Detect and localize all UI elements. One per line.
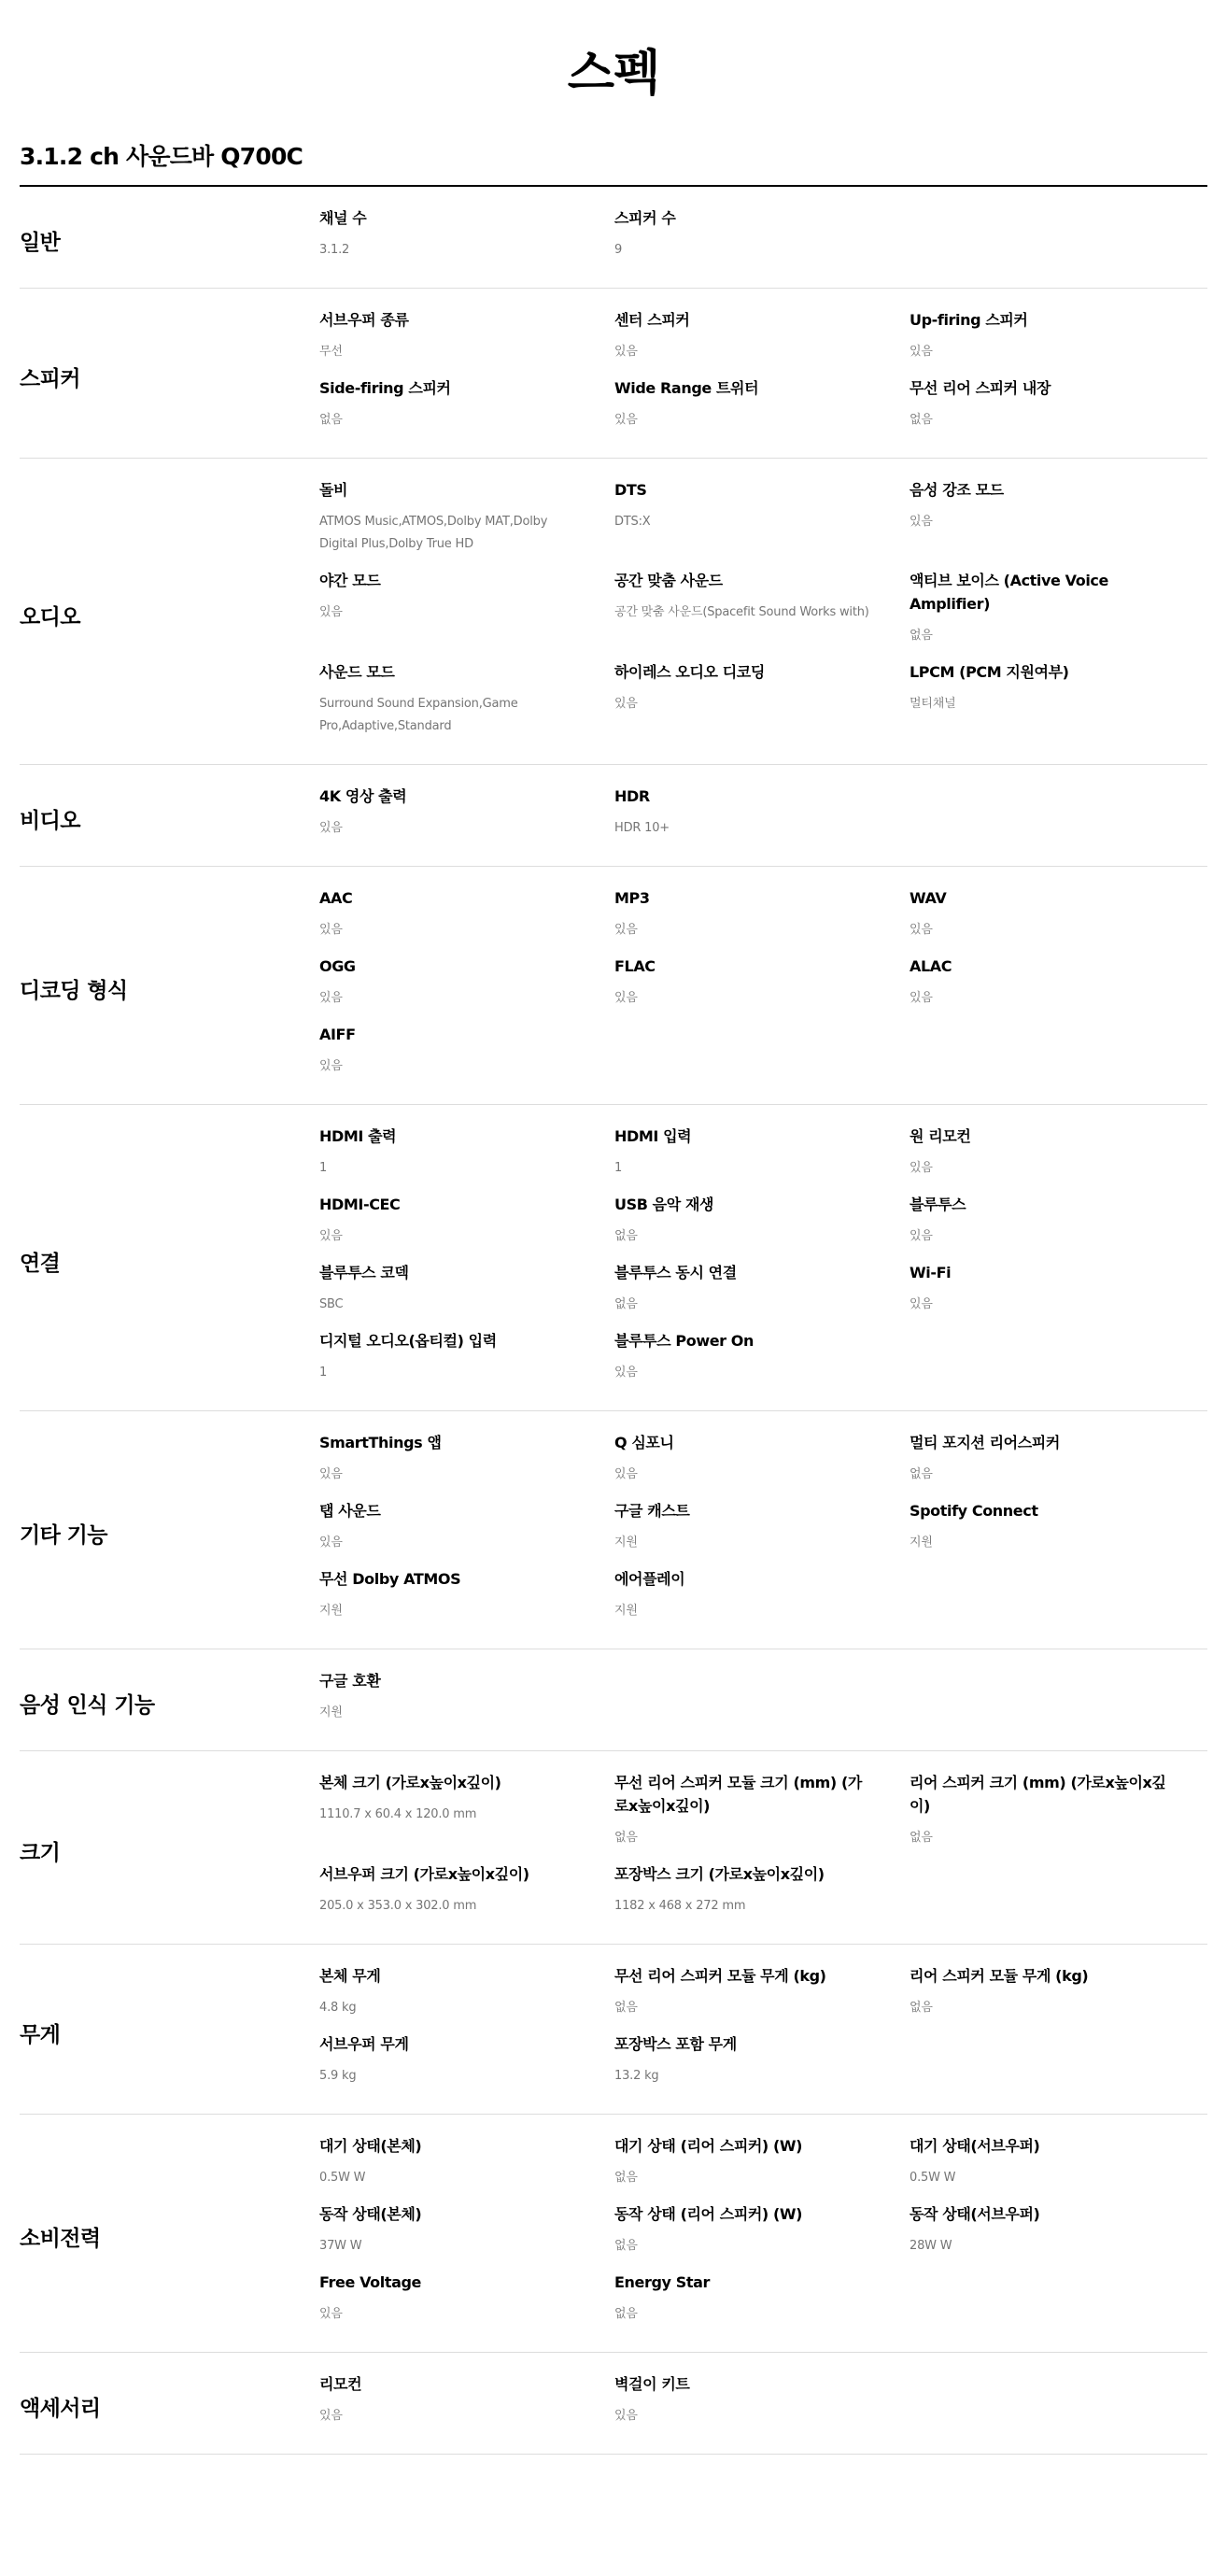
spec-item-value: 3.1.2 bbox=[319, 243, 350, 257]
spec-item bbox=[319, 206, 614, 275]
spec-item-name: DTS bbox=[614, 481, 647, 499]
spec-item bbox=[319, 1431, 614, 1499]
spec-items-grid bbox=[319, 308, 1207, 445]
spec-section bbox=[20, 2353, 1207, 2455]
spec-item bbox=[910, 955, 1205, 1023]
spec-item-value: 무선 bbox=[319, 345, 343, 359]
section-title: 오디오 bbox=[20, 604, 80, 630]
spec-item bbox=[910, 660, 1205, 751]
spec-items-grid bbox=[319, 785, 1207, 853]
spec-item-name: 무선 Dolby ATMOS bbox=[319, 1570, 461, 1588]
spec-item-value: 없음 bbox=[614, 2001, 638, 2015]
spec-item bbox=[614, 1771, 910, 1862]
spec-item-value: 공간 맞춤 사운드(Spacefit Sound Works with) bbox=[614, 605, 869, 619]
spec-section bbox=[20, 1649, 1207, 1751]
spec-item bbox=[614, 1431, 910, 1499]
spec-item bbox=[614, 376, 910, 445]
spec-item-value: 있음 bbox=[614, 345, 638, 359]
spec-item-name: 리모컨 bbox=[319, 2375, 362, 2393]
spec-item-value: 있음 bbox=[319, 923, 343, 937]
spec-section bbox=[20, 2115, 1207, 2353]
spec-item-value: 있음 bbox=[319, 1536, 343, 1550]
spec-item-value: 있음 bbox=[910, 991, 933, 1005]
spec-item-name: 구글 호환 bbox=[319, 1672, 381, 1690]
spec-items-grid bbox=[319, 2134, 1207, 2339]
spec-section bbox=[20, 1945, 1207, 2115]
spec-item bbox=[614, 1862, 910, 1931]
spec-item-value: 1 bbox=[319, 1366, 328, 1380]
section-title: 소비전력 bbox=[20, 2227, 101, 2251]
spec-item bbox=[614, 1329, 910, 1397]
spec-item-value: 멀티채널 bbox=[910, 697, 956, 711]
spec-item bbox=[614, 2202, 910, 2271]
spec-item-value: 37W W bbox=[319, 2239, 362, 2253]
spec-item-value: 28W W bbox=[910, 2239, 952, 2253]
spec-item-name: HDMI 입력 bbox=[614, 1127, 692, 1145]
spec-item-name: 액티브 보이스 (Active Voice Amplifier) bbox=[910, 572, 1108, 613]
spec-item bbox=[614, 308, 910, 376]
spec-item-value: 있음 bbox=[910, 1229, 933, 1243]
spec-item bbox=[910, 1125, 1205, 1193]
spec-item-value: SBC bbox=[319, 1297, 344, 1311]
spec-item-value: 있음 bbox=[910, 923, 933, 937]
spec-item-name: 포장박스 포함 무게 bbox=[614, 2035, 737, 2053]
spec-item bbox=[319, 569, 614, 660]
spec-item-value: Surround Sound Expansion,Game Pro,Adaptive,Standard bbox=[319, 697, 518, 733]
spec-item-value: 있음 bbox=[910, 515, 933, 529]
spec-item-value: 1 bbox=[319, 1161, 328, 1175]
spec-item bbox=[910, 1964, 1205, 2032]
spec-item-value: HDR 10+ bbox=[614, 821, 670, 835]
spec-item-value: 없음 bbox=[614, 1297, 638, 1311]
spec-item-name: HDMI 출력 bbox=[319, 1127, 397, 1145]
spec-item-name: WAV bbox=[910, 889, 947, 907]
spec-item-name: 본체 무게 bbox=[319, 1967, 381, 1985]
spec-item-value: 없음 bbox=[910, 413, 933, 427]
spec-item-name: Spotify Connect bbox=[910, 1502, 1038, 1520]
spec-item bbox=[614, 1261, 910, 1329]
spec-item-name: 대기 상태(서브우퍼) bbox=[910, 2137, 1040, 2155]
spec-item bbox=[910, 1193, 1205, 1261]
spec-item bbox=[910, 886, 1205, 955]
spec-item bbox=[614, 1964, 910, 2032]
spec-item-name: 에어플레이 bbox=[614, 1570, 685, 1588]
spec-item-value: 1 bbox=[614, 1161, 623, 1175]
spec-item-value: 없음 bbox=[614, 2239, 638, 2253]
spec-item bbox=[319, 1771, 614, 1862]
section-title: 비디오 bbox=[20, 809, 80, 833]
spec-item-name: 탭 사운드 bbox=[319, 1502, 381, 1520]
spec-item-name: 동작 상태 (리어 스피커) (W) bbox=[614, 2205, 803, 2223]
spec-item bbox=[614, 1499, 910, 1567]
spec-items-grid bbox=[319, 1964, 1207, 2101]
spec-item-name: 블루투스 bbox=[910, 1196, 966, 1213]
spec-item-name: LPCM (PCM 지원여부) bbox=[910, 663, 1069, 681]
spec-item bbox=[319, 1964, 614, 2032]
section-title: 일반 bbox=[20, 231, 61, 255]
spec-item-name: 돌비 bbox=[319, 481, 348, 499]
section-title: 크기 bbox=[20, 1841, 61, 1865]
spec-item-name: 스피커 수 bbox=[614, 209, 676, 227]
page-title: 스펙 bbox=[567, 46, 660, 102]
spec-item bbox=[910, 2134, 1205, 2202]
spec-item-name: 포장박스 크기 (가로x높이x깊이) bbox=[614, 1865, 825, 1883]
spec-item-name: AIFF bbox=[319, 1026, 356, 1043]
spec-item-value: 있음 bbox=[319, 991, 343, 1005]
spec-section bbox=[20, 289, 1207, 459]
spec-item-name: MP3 bbox=[614, 889, 650, 907]
spec-items-grid bbox=[319, 2372, 1207, 2441]
spec-item bbox=[319, 376, 614, 445]
section-title: 무게 bbox=[20, 2022, 61, 2047]
spec-item-name: 서브우퍼 무게 bbox=[319, 2035, 409, 2053]
spec-item-value: 지원 bbox=[319, 1604, 343, 1618]
spec-item bbox=[614, 1567, 910, 1635]
spec-section bbox=[20, 459, 1207, 765]
spec-item-value: 있음 bbox=[614, 413, 638, 427]
spec-item-value: 0.5W W bbox=[910, 2171, 956, 2185]
spec-item-name: 하이레스 오디오 디코딩 bbox=[614, 663, 765, 681]
section-title: 연결 bbox=[20, 1251, 61, 1276]
spec-item-name: 4K 영상 출력 bbox=[319, 787, 407, 805]
spec-item-name: 센터 스피커 bbox=[614, 311, 690, 329]
spec-item bbox=[910, 308, 1205, 376]
spec-item-name: OGG bbox=[319, 957, 356, 975]
spec-item-name: 채널 수 bbox=[319, 209, 367, 227]
spec-item bbox=[319, 478, 614, 569]
spec-item-value: 있음 bbox=[614, 923, 638, 937]
spec-items-grid bbox=[319, 206, 1207, 275]
spec-item-name: 본체 크기 (가로x높이x깊이) bbox=[319, 1774, 501, 1791]
spec-item-value: 있음 bbox=[614, 1467, 638, 1481]
bottom-space bbox=[20, 2455, 1207, 2576]
spec-item-name: Energy Star bbox=[614, 2273, 710, 2291]
spec-item-value: 있음 bbox=[319, 2307, 343, 2321]
section-title: 스피커 bbox=[20, 366, 80, 391]
spec-item-name: Wi-Fi bbox=[910, 1264, 952, 1281]
spec-item bbox=[319, 1329, 614, 1397]
spec-item bbox=[319, 886, 614, 955]
spec-item bbox=[910, 1499, 1205, 1567]
spec-item-name: Up-firing 스피커 bbox=[910, 311, 1028, 329]
spec-item-value: 없음 bbox=[614, 1831, 638, 1845]
spec-item-value: 없음 bbox=[319, 413, 343, 427]
spec-item-value: 있음 bbox=[319, 1467, 343, 1481]
spec-item-name: 리어 스피커 크기 (mm) (가로x높이x깊이) bbox=[910, 1774, 1166, 1815]
spec-item-value: 있음 bbox=[614, 1366, 638, 1380]
spec-item bbox=[910, 1431, 1205, 1499]
section-title: 디코딩 형식 bbox=[20, 979, 128, 1003]
spec-item-name: USB 음악 재생 bbox=[614, 1196, 714, 1213]
spec-item-name: 대기 상태 (리어 스피커) (W) bbox=[614, 2137, 803, 2155]
spec-item-name: 서브우퍼 종류 bbox=[319, 311, 409, 329]
spec-item bbox=[319, 1567, 614, 1635]
spec-item-name: FLAC bbox=[614, 957, 656, 975]
spec-item-value: 지원 bbox=[614, 1604, 638, 1618]
spec-item-value: 5.9 kg bbox=[319, 2069, 357, 2083]
spec-item bbox=[614, 2372, 910, 2441]
spec-item-value: 없음 bbox=[910, 1467, 933, 1481]
spec-item bbox=[319, 1193, 614, 1261]
spec-item bbox=[614, 2032, 910, 2101]
spec-item bbox=[614, 886, 910, 955]
spec-item-value: 4.8 kg bbox=[319, 2001, 357, 2015]
spec-section bbox=[20, 1411, 1207, 1649]
spec-item-value: 9 bbox=[614, 243, 623, 257]
spec-items-grid bbox=[319, 1771, 1207, 1931]
spec-item bbox=[910, 376, 1205, 445]
spec-item-name: Q 심포니 bbox=[614, 1434, 674, 1451]
spec-item bbox=[319, 660, 614, 751]
spec-item bbox=[319, 955, 614, 1023]
spec-item bbox=[614, 1125, 910, 1193]
spec-item-value: 있음 bbox=[319, 1229, 343, 1243]
spec-item-name: 벽걸이 키트 bbox=[614, 2375, 690, 2393]
spec-item-name: 구글 캐스트 bbox=[614, 1502, 690, 1520]
model-title: 3.1.2 ch 사운드바 Q700C bbox=[20, 138, 1207, 187]
spec-item bbox=[319, 308, 614, 376]
spec-item-value: 없음 bbox=[910, 1831, 933, 1845]
spec-item-name: 블루투스 Power On bbox=[614, 1332, 754, 1350]
spec-item-value: 있음 bbox=[614, 2409, 638, 2423]
spec-item bbox=[319, 1669, 614, 1737]
spec-item-name: 공간 맞춤 사운드 bbox=[614, 572, 723, 589]
spec-item-name: 서브우퍼 크기 (가로x높이x깊이) bbox=[319, 1865, 529, 1883]
spec-section bbox=[20, 765, 1207, 867]
spec-item-value: 있음 bbox=[910, 345, 933, 359]
spec-item-value: 지원 bbox=[319, 1706, 343, 1720]
spec-item-name: 블루투스 동시 연결 bbox=[614, 1264, 737, 1281]
spec-items-grid bbox=[319, 1431, 1207, 1635]
spec-item bbox=[319, 2271, 614, 2339]
spec-item-name: AAC bbox=[319, 889, 353, 907]
spec-item-name: 무선 리어 스피커 모듈 크기 (mm) (가로x높이x깊이) bbox=[614, 1774, 862, 1815]
spec-item bbox=[319, 1261, 614, 1329]
spec-item bbox=[319, 1023, 614, 1091]
spec-item-value: 지원 bbox=[910, 1536, 933, 1550]
spec-item-value: ATMOS Music,ATMOS,Dolby MAT,Dolby Digital Plus,Dolby True HD bbox=[319, 515, 548, 551]
spec-item bbox=[319, 2372, 614, 2441]
spec-item bbox=[910, 569, 1205, 660]
spec-item-value: 1110.7 x 60.4 x 120.0 mm bbox=[319, 1807, 477, 1821]
spec-item bbox=[319, 785, 614, 853]
spec-item-name: 무선 리어 스피커 내장 bbox=[910, 379, 1051, 397]
spec-item-name: 동작 상태(본체) bbox=[319, 2205, 422, 2223]
spec-section bbox=[20, 867, 1207, 1105]
spec-item-name: 사운드 모드 bbox=[319, 663, 395, 681]
spec-item-name: 블루투스 코덱 bbox=[319, 1264, 409, 1281]
spec-item-value: 없음 bbox=[910, 629, 933, 643]
spec-item bbox=[614, 955, 910, 1023]
spec-item bbox=[614, 206, 910, 275]
spec-item bbox=[319, 2032, 614, 2101]
spec-item-value: 지원 bbox=[614, 1536, 638, 1550]
spec-item bbox=[319, 2202, 614, 2271]
spec-item bbox=[319, 1862, 614, 1931]
spec-item-value: 없음 bbox=[910, 2001, 933, 2015]
spec-items-grid bbox=[319, 478, 1207, 751]
spec-item-name: 리어 스피커 모듈 무게 (kg) bbox=[910, 1967, 1089, 1985]
spec-item-name: 대기 상태(본체) bbox=[319, 2137, 422, 2155]
spec-item bbox=[910, 1261, 1205, 1329]
spec-item bbox=[319, 1125, 614, 1193]
spec-item-name: ALAC bbox=[910, 957, 952, 975]
spec-item-name: HDR bbox=[614, 787, 650, 805]
spec-item-value: 13.2 kg bbox=[614, 2069, 659, 2083]
spec-item-value: 없음 bbox=[614, 2171, 638, 2185]
spec-item-value: 있음 bbox=[910, 1161, 933, 1175]
spec-item-name: Side-firing 스피커 bbox=[319, 379, 451, 397]
spec-item-value: 있음 bbox=[319, 605, 343, 619]
spec-items-grid bbox=[319, 1125, 1207, 1397]
spec-item bbox=[614, 478, 910, 569]
spec-item-name: 멀티 포지션 리어스피커 bbox=[910, 1434, 1060, 1451]
spec-item bbox=[614, 2134, 910, 2202]
spec-item-value: 없음 bbox=[614, 2307, 638, 2321]
spec-item-value: 있음 bbox=[614, 991, 638, 1005]
spec-item-name: 디지털 오디오(옵티컬) 입력 bbox=[319, 1332, 497, 1350]
spec-items-grid bbox=[319, 886, 1207, 1091]
spec-item-name: 야간 모드 bbox=[319, 572, 381, 589]
spec-item-name: 음성 강조 모드 bbox=[910, 481, 1004, 499]
spec-item bbox=[614, 2271, 910, 2339]
spec-item-name: HDMI-CEC bbox=[319, 1196, 401, 1213]
spec-item-value: 205.0 x 353.0 x 302.0 mm bbox=[319, 1899, 477, 1913]
spec-item-value: 있음 bbox=[614, 697, 638, 711]
spec-item-name: SmartThings 앱 bbox=[319, 1434, 442, 1451]
spec-section bbox=[20, 1751, 1207, 1945]
spec-item bbox=[319, 1499, 614, 1567]
spec-item bbox=[614, 569, 910, 660]
spec-item-name: Wide Range 트위터 bbox=[614, 379, 759, 397]
section-title: 기타 기능 bbox=[20, 1523, 107, 1548]
spec-item-name: 무선 리어 스피커 모듈 무게 (kg) bbox=[614, 1967, 826, 1985]
spec-items-grid bbox=[319, 1669, 1207, 1737]
spec-item bbox=[910, 2202, 1205, 2271]
spec-item bbox=[910, 478, 1205, 569]
spec-sections bbox=[20, 187, 1207, 2455]
spec-item-name: 동작 상태(서브우퍼) bbox=[910, 2205, 1040, 2223]
spec-item bbox=[319, 2134, 614, 2202]
spec-item-value: 있음 bbox=[910, 1297, 933, 1311]
spec-item-value: 있음 bbox=[319, 821, 343, 835]
spec-item-value: DTS:X bbox=[614, 515, 651, 529]
spec-item-value: 0.5W W bbox=[319, 2171, 366, 2185]
section-title: 음성 인식 기능 bbox=[20, 1693, 155, 1718]
spec-item-value: 1182 x 468 x 272 mm bbox=[614, 1899, 746, 1913]
spec-section bbox=[20, 187, 1207, 289]
spec-item bbox=[910, 1771, 1205, 1862]
section-title: 액세서리 bbox=[20, 2397, 101, 2421]
spec-item-value: 없음 bbox=[614, 1229, 638, 1243]
spec-item bbox=[614, 660, 910, 751]
spec-item bbox=[614, 1193, 910, 1261]
spec-item-value: 있음 bbox=[319, 2409, 343, 2423]
spec-item-name: Free Voltage bbox=[319, 2273, 422, 2291]
spec-item-value: 있음 bbox=[319, 1059, 343, 1073]
spec-item-name: 원 리모컨 bbox=[910, 1127, 971, 1145]
spec-section bbox=[20, 1105, 1207, 1411]
spec-item bbox=[614, 785, 910, 853]
